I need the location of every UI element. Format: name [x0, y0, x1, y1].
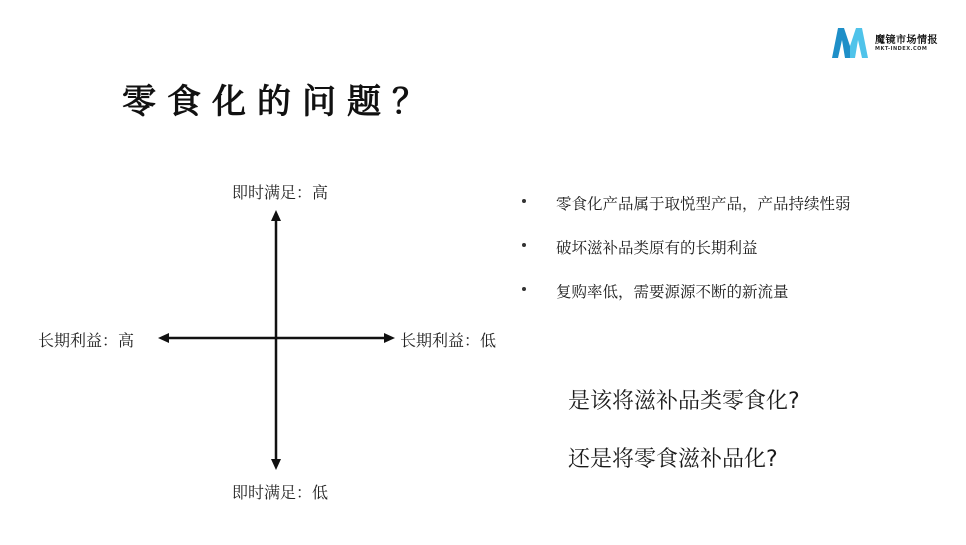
bullet-text: 破坏滋补品类原有的长期利益 — [556, 239, 758, 257]
arrow-right-icon — [384, 333, 395, 343]
logo — [830, 24, 966, 60]
arrow-up-icon — [271, 210, 281, 221]
axis-label-left: 长期利益：高 — [38, 331, 135, 350]
bullet-icon — [522, 199, 526, 203]
quadrant-axes — [150, 205, 400, 475]
axis-label-top: 即时满足：高 — [232, 183, 329, 202]
question-1: 是该将滋补品类零食化? — [568, 389, 800, 414]
bullet-icon — [522, 243, 526, 247]
vertical-axis — [271, 210, 281, 470]
logo-url: MKT-INDEX.COM — [875, 46, 928, 52]
arrow-down-icon — [271, 459, 281, 470]
axis-label-right: 长期利益：低 — [400, 331, 497, 350]
bullet-text: 零食化产品属于取悦型产品，产品持续性弱 — [556, 195, 851, 213]
mkt-logo-icon — [830, 24, 870, 60]
page-title: 零食化的问题？ — [122, 82, 437, 122]
bullet-icon — [522, 287, 526, 291]
arrow-left-icon — [158, 333, 169, 343]
axis-label-bottom: 即时满足：低 — [232, 483, 329, 502]
question-2: 还是将零食滋补品化? — [568, 447, 778, 472]
bullet-text: 复购率低，需要源源不断的新流量 — [556, 283, 789, 301]
logo-name: 魔镜市场情报 — [875, 35, 938, 46]
